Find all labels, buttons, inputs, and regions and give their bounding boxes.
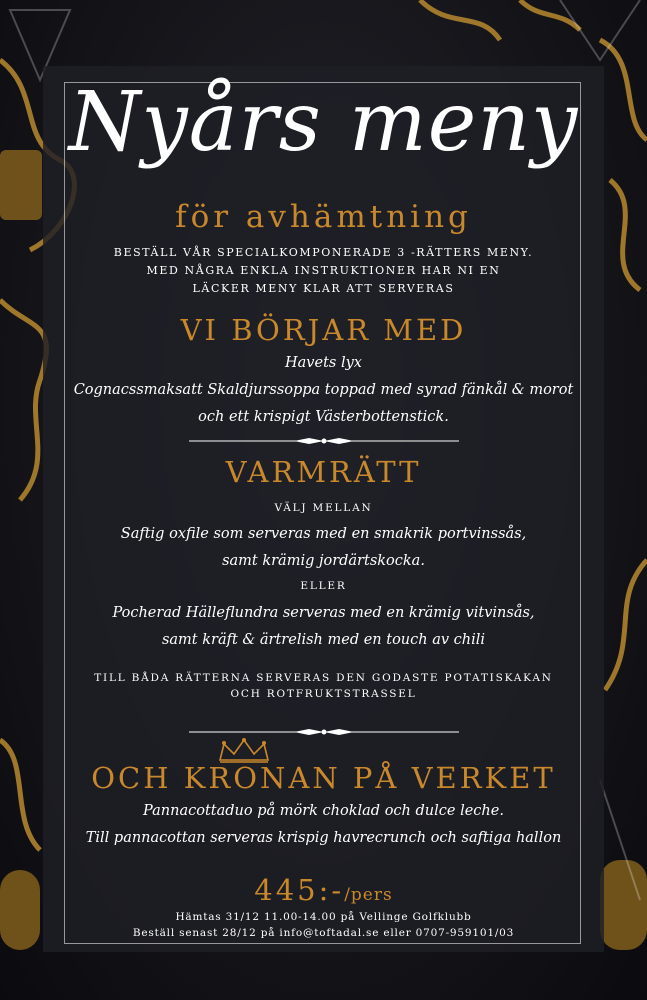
dessert-line-1: Pannacottaduo på mörk choklad och dulce leche. xyxy=(143,803,504,819)
starter-line-2: och ett krispigt Västerbottenstick. xyxy=(198,409,449,425)
price xyxy=(43,873,604,907)
price-amount: 445:- xyxy=(254,873,345,907)
starter-heading: VI BÖRJAR MED xyxy=(180,313,467,347)
intro-line-3: LÄCKER MENY KLAR ATT SERVERAS xyxy=(192,282,455,295)
main-option1-line-2: samt krämig jordärtskocka. xyxy=(222,553,425,569)
footer-order: Beställ senast 28/12 på info@toftadal.se eller 0707-959101/03 xyxy=(132,927,515,939)
intro-line-2: MED NÅGRA ENKLA INSTRUKTIONER HAR NI EN xyxy=(146,264,501,277)
price-unit: /pers xyxy=(344,885,393,905)
subtitle: för avhämtning xyxy=(175,199,472,235)
dessert-line-2: Till pannacottan serveras krispig havrecrunch och saftiga hallon xyxy=(85,830,562,846)
starter-name: Havets lyx xyxy=(285,355,362,371)
main-choose: VÄLJ MELLAN xyxy=(274,502,373,514)
page-title: Nyårs meny xyxy=(68,75,579,170)
main-sides-line-1: TILL BÅDA RÄTTERNA SERVERAS DEN GODASTE POTATISKAKAN xyxy=(94,672,553,684)
main-or: ELLER xyxy=(300,580,347,592)
intro-line-1: BESTÄLL VÅR SPECIALKOMPONERADE 3 -RÄTTERS MENY. xyxy=(113,246,534,259)
starter-line-1: Cognacssmaksatt Skaldjurssoppa toppad med syrad fänkål & morot xyxy=(73,382,574,398)
ornament-divider xyxy=(189,435,459,447)
main-option2-line-2: samt kräft & ärtrelish med en touch av chili xyxy=(161,632,486,648)
main-option1-line-1: Saftig oxfile som serveras med en smakrik portvinssås, xyxy=(120,526,527,542)
ornament-divider-2 xyxy=(189,726,459,738)
footer-pickup: Hämtas 31/12 11.00-14.00 på Vellinge Golfklubb xyxy=(175,911,472,923)
main-sides-line-2: OCH ROTFRUKTSTRASSEL xyxy=(230,688,417,700)
main-option2-line-1: Pocherad Hälleflundra serveras med en krämig vitvinsås, xyxy=(112,605,535,621)
intro-text xyxy=(73,244,574,298)
main-heading: VARMRÄTT xyxy=(225,455,422,489)
dessert-heading: OCH KRONAN PÅ VERKET xyxy=(91,761,556,795)
